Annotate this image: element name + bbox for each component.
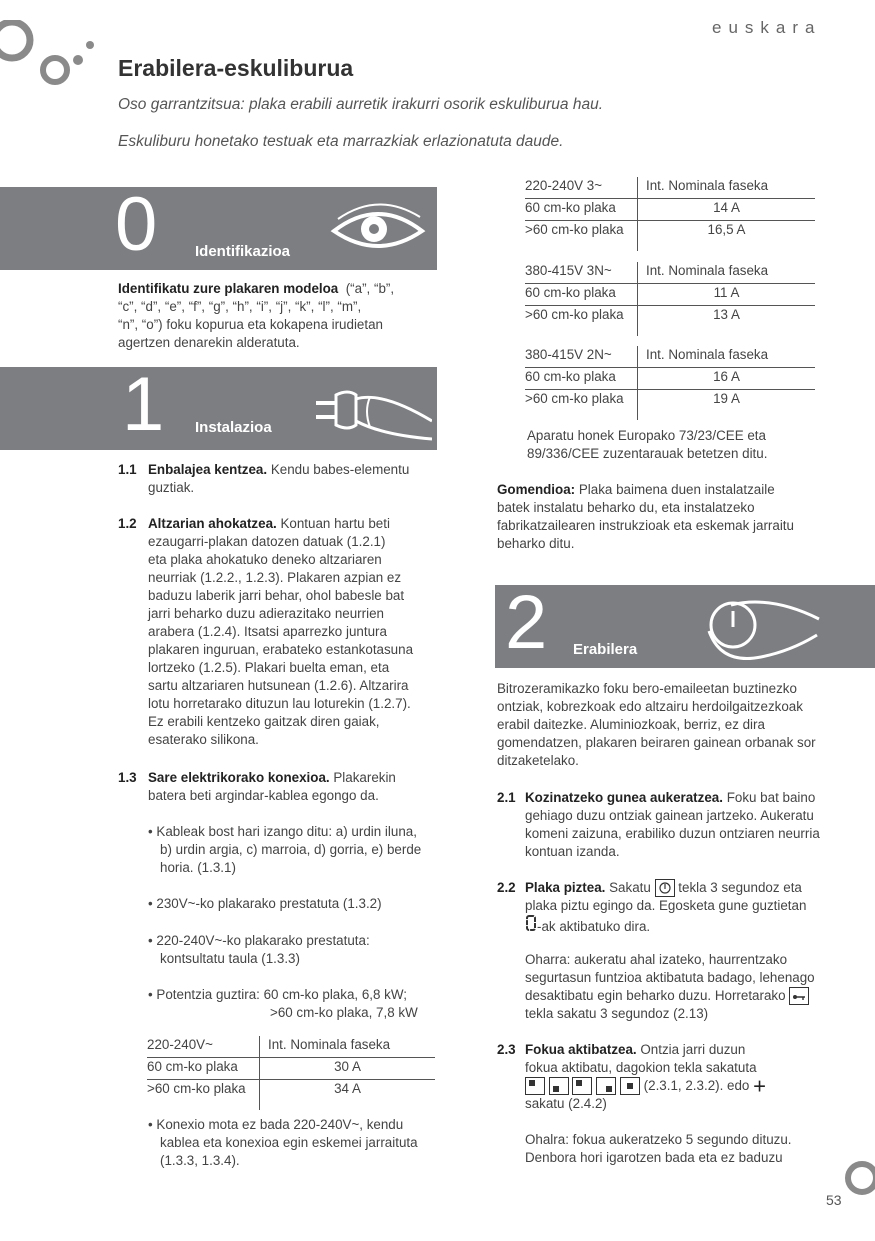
bullet-line: • Kableak bost hari izango ditu: a) urdin iluna, (148, 824, 417, 839)
item-2-1-line: komeni zaizuna, erabiliko duzun ontziaren neurria (525, 826, 820, 841)
table-header: 220-240V~ (147, 1036, 260, 1058)
item-1-2-line: lotu horretarako dituzun lau loturekin (1.2.7). (148, 696, 411, 711)
item-2-3-num: 2.3 (497, 1042, 516, 1057)
table-cell: 30 A (334, 1059, 361, 1074)
sec0-bold: Identifikatu zure plakaren modeloa (118, 281, 339, 296)
table-cell: 14 A (713, 200, 740, 215)
table-header: 220-240V 3~ (525, 177, 638, 199)
recommendation-label: Gomendioa: (497, 482, 576, 497)
table-cell: 60 cm-ko plaka (525, 199, 638, 221)
table-header: Int. Nominala faseka (646, 347, 769, 362)
item-1-3-text: Plakarekin (333, 770, 396, 785)
intro-line-2: Eskuliburu honetako testuak eta marrazkiak erlazionatuta daude. (118, 133, 564, 150)
item-2-2-text: tekla 3 segundoz eta (678, 880, 802, 895)
note-line: Denbora hori igarotzen bada eta ez baduzu (525, 1150, 783, 1165)
recommendation-line: fabrikatzailearen instrukzioak eta eskemak jarraitu (497, 518, 794, 533)
language-label: euskara (712, 18, 822, 37)
item-1-2-line: plakaren inguruan, erabateko estankotasuna (148, 642, 414, 657)
table-cell: 11 A (713, 285, 740, 300)
plus-icon: + (753, 1073, 766, 1099)
item-2-1-line: gehiago duzu ontziak gainean jartzeko. Aukeratu (525, 808, 814, 823)
item-1-3-num: 1.3 (118, 770, 137, 785)
bullet-line: kontsultatu taula (1.3.3) (160, 951, 300, 966)
table-cell: >60 cm-ko plaka (525, 390, 638, 421)
table-header: Int. Nominala faseka (268, 1037, 391, 1052)
plug-icon (312, 381, 432, 441)
table-cell: >60 cm-ko plaka (525, 306, 638, 337)
bullet-230v: • 230V~-ko plakarako prestatuta (1.3.2) (148, 896, 382, 911)
section-0-band (0, 182, 437, 270)
item-1-3-text2: batera beti argindar-kablea egongo da. (148, 788, 379, 803)
table-cell: >60 cm-ko plaka (525, 221, 638, 252)
bullet-220v (148, 932, 448, 968)
table-cell: 60 cm-ko plaka (525, 284, 638, 306)
zero-digit-icon (525, 915, 537, 931)
sec2-intro (497, 680, 827, 770)
sec0-line2: “c”, “d”, “e”, “f”, “g”, “h”, “i”, “j”, “k”, “l”, “m”, (118, 299, 362, 314)
item-2-2 (497, 879, 827, 936)
table-header: 380-415V 2N~ (525, 346, 638, 368)
sec2-intro-line: ditzaketelako. (497, 753, 579, 768)
bullet-connection (148, 1116, 448, 1170)
bullet-line: kablea eta konexioa egin eskemei jarraituta (160, 1135, 418, 1150)
bullet-line: horia. (1.3.1) (160, 860, 236, 875)
note-line: segurtasun funtzioa aktibatuta badago, lehenago (525, 970, 815, 985)
recommendation-text: Plaka baimena duen instalatzaile (578, 482, 775, 497)
table-cell: 34 A (334, 1081, 361, 1096)
note-line: tekla sakatu 3 segundoz (2.13) (525, 1006, 709, 1022)
corner-circle-logo (840, 1158, 875, 1198)
bullet-line: • 220-240V~-ko plakarako prestatuta: (148, 933, 370, 948)
eye-icon (328, 199, 428, 259)
bullet-line: b) urdin argia, c) marroia, d) gorria, e) berde (160, 842, 422, 857)
item-1-2-line: neurriak (1.2.2., 1.2.3). Plakaren azpian ez (148, 570, 402, 585)
item-2-3-line: sakatu (2.4.2) (525, 1096, 607, 1112)
spec-table-3n (525, 262, 815, 336)
item-1-1 (118, 461, 438, 497)
item-2-3 (497, 1041, 827, 1113)
item-1-2-line: ezaugarri-plakan datozen datuak (1.2.1) (148, 534, 386, 549)
table-header: Int. Nominala faseka (646, 263, 769, 278)
item-1-2-line: eta plaka ahokatuko deneko altzariaren (148, 552, 382, 567)
recommendation-line: beharko ditu. (497, 536, 575, 551)
table-cell: 13 A (713, 307, 740, 322)
item-1-3-title: Sare elektrikorako konexioa. (148, 770, 330, 785)
page-title: Erabilera-eskuliburua (118, 55, 354, 81)
sec0-line3: “n”, “o”) foku kopurua eta kokapena irudietan (118, 317, 383, 332)
sec2-intro-line: Bitrozeramikazko foku bero-emaileetan buztinezko (497, 681, 797, 696)
note-line: desaktibatu egin beharko duzu. Horretarako (525, 988, 786, 1003)
intro-line-1: Oso garrantzitsua: plaka erabili aurretik irakurri osorik eskuliburua hau. (118, 96, 604, 113)
section-1-band (0, 362, 437, 450)
table-header: Int. Nominala faseka (646, 178, 769, 193)
note-zone-select (525, 1131, 825, 1167)
item-1-2-line: Ez erabili kentzeko gaitzak diren gaiak, (148, 714, 380, 729)
item-2-2-num: 2.2 (497, 880, 516, 895)
item-2-2-line: plaka piztu egingo da. Egosketa gune guztietan (525, 898, 807, 914)
eu-line: Aparatu honek Europako 73/23/CEE eta (527, 428, 766, 443)
table-header: 380-415V 3N~ (525, 262, 638, 284)
key-lock-icon (789, 987, 809, 1005)
bullet-line: >60 cm-ko plaka, 7,8 kW (270, 1005, 418, 1020)
zone-key-top-left-icon (525, 1077, 545, 1095)
item-1-2-line: sartu altzariaren hutsunean (1.2.6). Altzarira (148, 678, 409, 693)
power-key-icon (655, 879, 675, 897)
sec2-intro-line: erabil daitezke. Aluminiozkoak, berriz, ez dira (497, 717, 765, 732)
table-cell: 16,5 A (707, 222, 746, 237)
recommendation-line: batek instalatu beharko du, eta instalatzeko (497, 500, 755, 515)
item-1-3 (118, 769, 448, 805)
page-number: 53 (826, 1192, 842, 1208)
item-1-1-text2: guztiak. (148, 480, 195, 495)
spec-table-220v (147, 1036, 435, 1110)
item-2-2-text: Sakatu (609, 880, 651, 895)
bullet-cables (148, 823, 448, 877)
item-1-1-num: 1.1 (118, 462, 137, 477)
item-1-2-line: esaterako silikona. (148, 732, 259, 747)
sec2-intro-line: gomendatzen, plakaren beiraren gainean orbanak sor (497, 735, 816, 750)
item-2-1-line: kontuan izanda. (525, 844, 620, 859)
note-child-lock (525, 951, 825, 1023)
table-cell: 16 A (713, 369, 740, 384)
eu-line: 89/336/CEE zuzentarauak betetzen ditu. (527, 446, 768, 461)
table-cell: 19 A (713, 391, 740, 406)
item-2-1-num: 2.1 (497, 790, 516, 805)
item-1-1-title: Enbalajea kentzea. (148, 462, 268, 477)
item-2-1-title: Kozinatzeko gunea aukeratzea. (525, 790, 723, 805)
item-1-2-line: jarri beharko duzu adierazitako neurrien (148, 606, 384, 621)
spec-table-2n (525, 346, 815, 420)
section-2-number: 2 (505, 580, 548, 665)
bullet-line: • Potentzia guztira: 60 cm-ko plaka, 6,8 kW; (148, 987, 407, 1002)
brand-circles-logo (0, 20, 100, 100)
item-2-1-text: Foku bat baino (726, 790, 816, 805)
table-cell: 60 cm-ko plaka (147, 1058, 260, 1080)
item-2-2-line: -ak aktibatuko dira. (537, 919, 651, 935)
item-2-3-line: (2.3.1, 2.3.2). edo (643, 1078, 750, 1093)
zone-key-center-icon (620, 1077, 640, 1095)
item-2-3-text: Ontzia jarri duzun (640, 1042, 746, 1057)
item-1-2 (118, 515, 448, 749)
finger-touch-icon (701, 595, 821, 665)
item-2-3-line: fokua aktibatu, dagokion tekla sakatuta (525, 1060, 757, 1075)
zone-key-bottom-right-icon (596, 1077, 616, 1095)
section-2-band (495, 580, 875, 668)
item-2-3-title: Fokua aktibatzea. (525, 1042, 637, 1057)
section-1-label: Instalazioa (195, 419, 272, 436)
item-2-2-title: Plaka piztea. (525, 880, 606, 895)
note-line: Oharra: aukeratu ahal izateko, haurrentzako (525, 952, 788, 967)
eu-directive-note (527, 427, 827, 463)
spec-table-3phase (525, 177, 815, 251)
bullet-power (148, 986, 448, 1022)
section-1-number: 1 (122, 362, 165, 447)
section-2-label: Erabilera (573, 641, 638, 658)
table-cell: >60 cm-ko plaka (147, 1080, 260, 1111)
item-1-2-text: Kontuan hartu beti (280, 516, 390, 531)
section-0-number: 0 (115, 182, 158, 267)
note-line: Ohalra: fokua aukeratzeko 5 segundo dituzu. (525, 1132, 792, 1147)
bullet-line: • Konexio mota ez bada 220-240V~, kendu (148, 1117, 404, 1132)
item-1-2-num: 1.2 (118, 516, 137, 531)
item-2-1 (497, 789, 827, 861)
sec0-line4: agertzen denarekin alderatuta. (118, 335, 300, 350)
zone-key-top-right-icon (572, 1077, 592, 1095)
zone-key-bottom-left-icon (549, 1077, 569, 1095)
bullet-line: (1.3.3, 1.3.4). (160, 1153, 240, 1168)
recommendation (497, 481, 827, 553)
item-1-2-line: arabera (1.2.4). Itsatsi aparrezko juntura (148, 624, 387, 639)
item-1-2-line: baduzu laberik jarri behar, ohol babesle bat (148, 588, 405, 603)
table-cell: 60 cm-ko plaka (525, 368, 638, 390)
sec2-intro-line: ontziak, kobrezkoak edo altzairu herdoilgaitzezkoak (497, 699, 803, 714)
section-0-label: Identifikazioa (195, 243, 291, 260)
sec0-line1: (“a”, “b”, (345, 281, 395, 296)
item-1-2-title: Altzarian ahokatzea. (148, 516, 277, 531)
item-1-1-text: Kendu babes-elementu (270, 462, 410, 477)
item-1-2-line: lortzeko (1.2.5). Plakari buelta eman, eta (148, 660, 390, 675)
